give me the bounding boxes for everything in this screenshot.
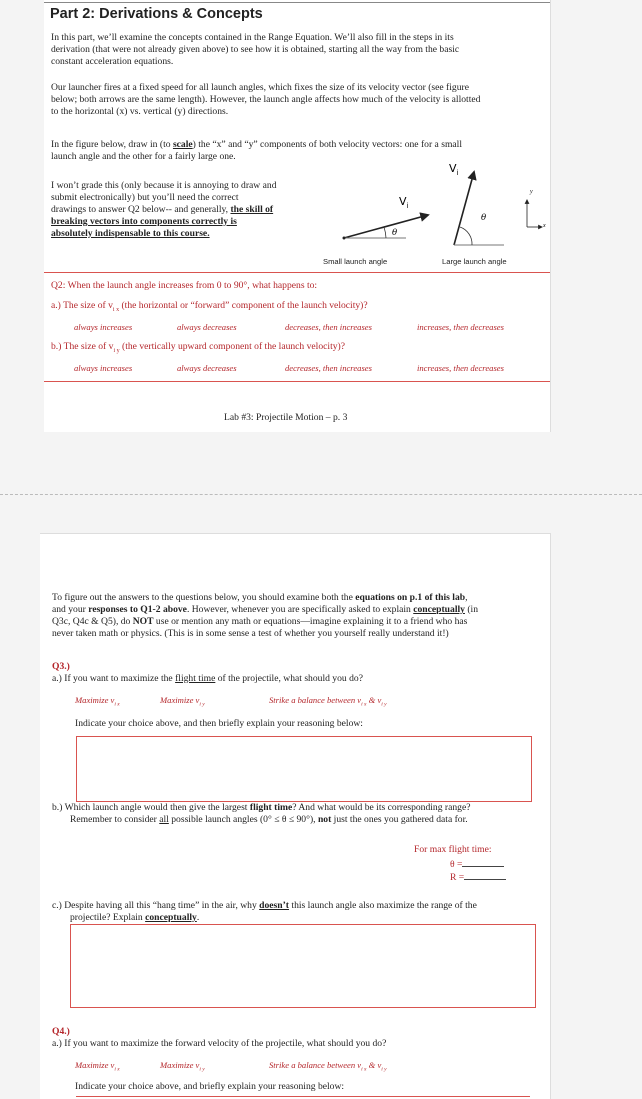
large-theta-label: θ <box>481 213 487 223</box>
q2a-option-decreases-then-increases[interactable]: decreases, then increases <box>285 322 372 332</box>
q2b-option-increases-then-decreases[interactable]: increases, then decreases <box>417 363 504 373</box>
q4a-question: a.) If you want to maximize the forward velocity of the projectile, what should you do? <box>52 1038 387 1049</box>
launcher-line: below; both arrows are the same length). However, the launch angle affects how much of the velocity is allotted <box>51 94 481 105</box>
q2a-option-always-increases[interactable]: always increases <box>74 322 133 332</box>
q4a-option-balance[interactable]: Strike a balance between $v_{i x}$ & $v_{i y}$ <box>269 1060 387 1073</box>
small-angle-figure <box>343 195 429 240</box>
grade-emphasis: breaking vectors into components correctly is <box>51 216 237 227</box>
q2b-option-always-increases[interactable]: always increases <box>74 363 133 373</box>
large-velocity-arrow <box>454 172 474 245</box>
page-separator <box>0 494 642 495</box>
q4a-option-max-vix[interactable]: Maximize $v_{i x}$ <box>75 1060 120 1073</box>
instr-text: In the figure below, draw in (to <box>51 139 173 150</box>
page-top-rule <box>44 2 550 3</box>
intro-line: constant acceleration equations. <box>51 56 174 67</box>
launcher-line: to the horizontal (x) vs. vertical (y) directions. <box>51 106 229 117</box>
instr-line: launch angle and the other for a fairly large one. <box>51 151 236 162</box>
large-angle-arc <box>460 227 472 245</box>
range-field[interactable]: R = <box>450 870 506 884</box>
small-caption: Small launch angle <box>323 257 388 266</box>
large-angle-figure <box>449 162 546 245</box>
q3a-option-max-viy[interactable]: Maximize $v_{i y}$ <box>160 695 205 708</box>
max-flight-time-title: For max flight time: <box>414 844 492 855</box>
q3a-option-balance[interactable]: Strike a balance between $v_{i x}$ & $v_{i y}$ <box>269 695 387 708</box>
launcher-paragraph <box>51 82 546 118</box>
x-axis-label: x <box>543 223 546 229</box>
section-title: Part 2: Derivations & Concepts <box>50 6 263 22</box>
intro-line: In this part, we’ll examine the concepts contained in the Range Equation. We’ll also fill in the steps in its <box>51 32 454 43</box>
grading-note <box>51 180 331 240</box>
grade-line: drawings to answer Q2 below-- and generally, <box>51 204 231 215</box>
grade-emphasis: absolutely indispensable to this course. <box>51 228 210 239</box>
q2b-option-always-decreases[interactable]: always decreases <box>177 363 237 373</box>
large-caption: Large launch angle <box>442 257 507 266</box>
launcher-line: Our launcher fires at a fixed speed for all launch angles, which fixes the size of its velocity vector (see figure <box>51 82 469 93</box>
q3b-question: b.) Which launch angle would then give the largest flight time? And what would be its corresponding range? Remember to consider all possible launch angles (0° ≤ θ ≤ 90°), not just the ones you gathered data for. <box>52 802 471 825</box>
q2-header: Q2: When the launch angle increases from 0 to 90°, what happens to: <box>51 280 318 291</box>
q3a-answer-box[interactable] <box>76 736 532 802</box>
small-origin-dot <box>343 237 346 240</box>
y-axis-label: y <box>530 189 533 195</box>
small-vi-label: $V_i$ <box>399 195 409 210</box>
q3a-question: a.) If you want to maximize the flight time of the projectile, what should you do? <box>52 673 363 684</box>
worksheet-page-2 <box>40 533 551 1099</box>
page-footer: Lab #3: Projectile Motion – p. 3 <box>224 412 348 423</box>
q4-label: Q4.) <box>52 1026 70 1037</box>
grade-line: I won’t grade this (only because it is annoying to draw and <box>51 180 277 191</box>
grade-emphasis: the skill of <box>230 204 274 215</box>
theta-field[interactable]: θ = <box>450 857 504 871</box>
q4a-indicate: Indicate your choice above, and briefly explain your reasoning below: <box>75 1081 345 1092</box>
small-theta-label: θ <box>392 228 398 238</box>
intro-paragraph <box>51 32 546 68</box>
q3-label: Q3.) <box>52 661 70 672</box>
q3c-question: c.) Despite having all this “hang time” in the air, why doesn’t this launch angle also maximize the range of the projectile? Explain conceptually. <box>52 900 477 923</box>
intro-line: derivation (that were not already given above) to see how it is obtained, starting all the way from the basic <box>51 44 460 55</box>
page2-intro: To figure out the answers to the questions below, you should examine both the equations on p.1 of this lab, and your responses to Q1-2 above. However, whenever you are specifically asked to explain conceptually (in Q3c, Q4c & Q5), do NOT use or mention any math or equations—imagine explaining it to a friend who has never taken math or physics. (This is in some sense a test of whether you yourself really understand it!) <box>52 592 479 639</box>
vector-figure <box>334 160 548 270</box>
grade-line: submit electronically) but you’ll need the correct <box>51 192 239 203</box>
small-angle-arc <box>384 227 386 238</box>
q2a-option-increases-then-decreases[interactable]: increases, then decreases <box>417 322 504 332</box>
instr-text: ) the “x” and “y” components of both velocity vectors: one for a small <box>192 139 462 150</box>
q3a-option-max-vix[interactable]: Maximize $v_{i x}$ <box>75 695 120 708</box>
q2a-option-always-decreases[interactable]: always decreases <box>177 322 237 332</box>
q3a-indicate: Indicate your choice above, and then briefly explain your reasoning below: <box>75 718 363 729</box>
instr-scale: scale <box>172 139 193 150</box>
q2b-option-decreases-then-increases[interactable]: decreases, then increases <box>285 363 372 373</box>
worksheet-page-1 <box>44 0 551 432</box>
q4a-option-max-viy[interactable]: Maximize $v_{i y}$ <box>160 1060 205 1073</box>
q3c-answer-box[interactable] <box>70 924 536 1008</box>
q2a-question: a.) The size of $v_{i x}$ (the horizontal or “forward” component of the launch velocity)? <box>51 300 368 313</box>
large-vi-label: $V_i$ <box>449 162 459 177</box>
q2b-question: b.) The size of $v_{i y}$ (the vertically upward component of the launch velocity)? <box>51 341 345 354</box>
